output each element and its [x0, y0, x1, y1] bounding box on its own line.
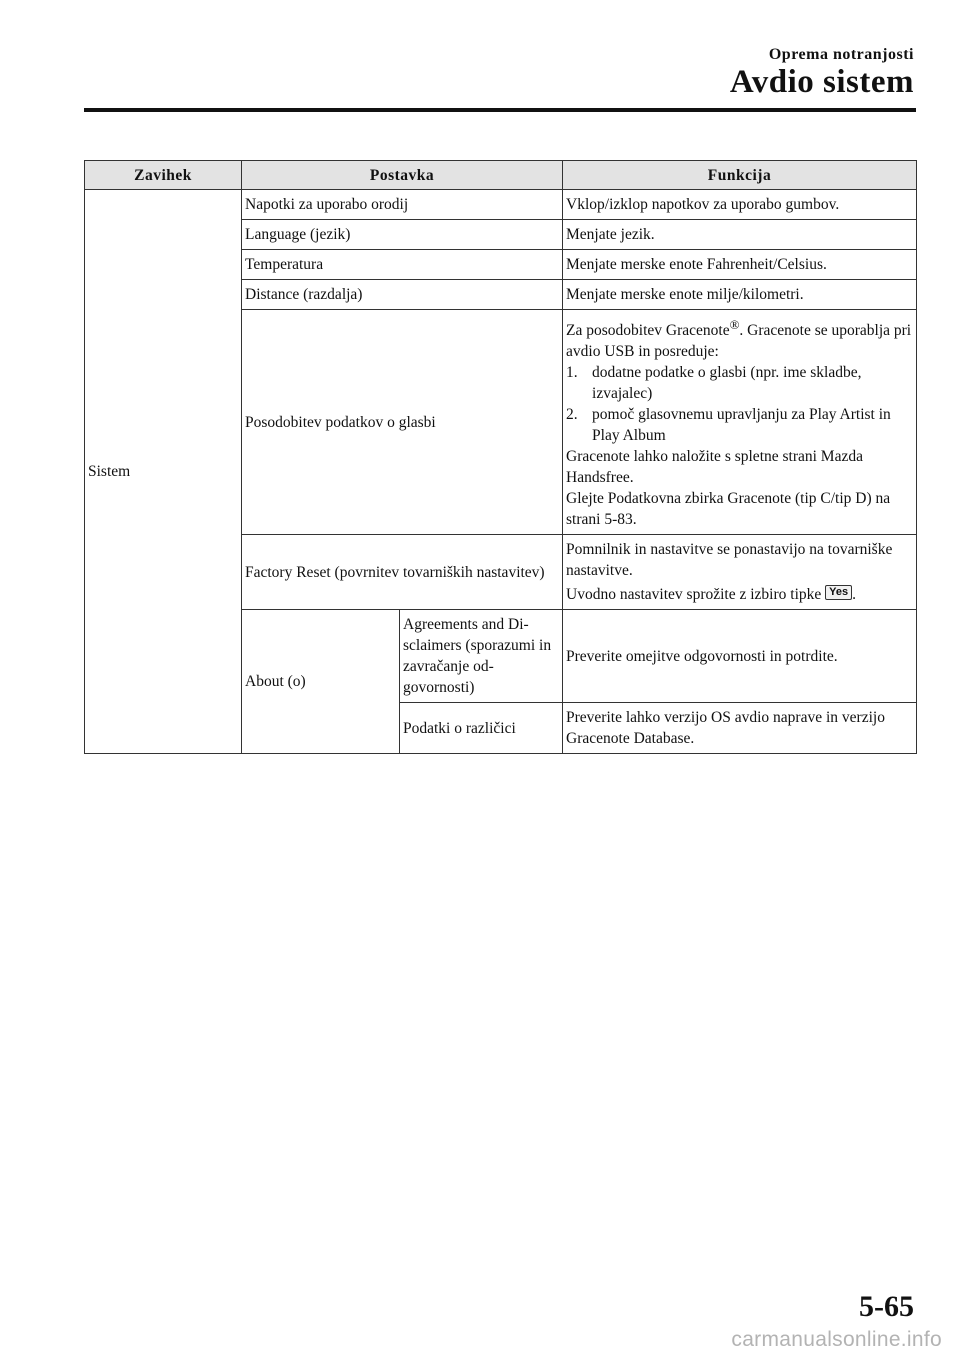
function-cell-gracenote	[563, 310, 917, 535]
table-header-row	[85, 161, 917, 190]
watermark: carmanualsonline.info	[731, 1328, 942, 1351]
setting-cell-about: About (o)	[242, 610, 400, 754]
function-cell: Menjate merske enote milje/kilometri.	[563, 280, 917, 310]
list-number: 2.	[566, 406, 578, 424]
registered-mark: ®	[729, 317, 740, 332]
reset-description: Pomnilnik in nastavitve se ponastavijo na tovarniške nastavitve.	[566, 541, 893, 580]
gracenote-intro-a: Za posodobitev Gracenote	[566, 322, 730, 340]
gracenote-intro-b: . Gracenote se uporablja pri avdio USB in posreduje:	[566, 322, 912, 361]
reset-instruction-end: .	[852, 586, 856, 604]
sub-setting-cell: Agreements and Disclaimers (sporazumi in zavračanje odgovornosti)	[400, 610, 563, 703]
tab-cell-sistem: Sistem	[85, 190, 242, 754]
settings-table	[84, 160, 917, 754]
setting-cell: Napotki za uporabo orodij	[242, 190, 563, 220]
list-number: 1.	[566, 364, 578, 382]
page-number: 5-65	[859, 1290, 914, 1323]
function-cell: Preverite lahko verzijo OS avdio naprave in verzijo Gracenote Database.	[563, 703, 917, 754]
gracenote-intro	[566, 314, 912, 362]
gracenote-note: Gracenote lahko naložite s spletne strani Mazda Handsfree.	[566, 448, 863, 487]
sub-setting-cell: Podatki o različici	[400, 703, 563, 754]
reset-instruction-text: Uvodno nastavitev sprožite z izbiro tipke	[566, 586, 822, 604]
function-cell: Menjate merske enote Fahrenheit/Celsius.	[563, 250, 917, 280]
section-title: Avdio sistem	[729, 64, 914, 100]
setting-cell: Distance (razdalja)	[242, 280, 563, 310]
header-tab: Zavihek	[85, 161, 242, 190]
table-row	[85, 190, 917, 220]
list-text: dodatne podatke o glasbi (npr. ime skladbe, izvajalec)	[592, 364, 862, 403]
setting-cell-music-update: Posodobitev podatkov o glasbi	[242, 310, 563, 535]
header-rule	[84, 108, 916, 112]
function-cell-factory-reset	[563, 535, 917, 610]
header-setting: Postavka	[242, 161, 563, 190]
setting-cell-factory-reset: Factory Reset (povrnitev tovarniških nastavitev)	[242, 535, 563, 610]
list-text: pomoč glasovnemu upravljanju za Play Artist in Play Album	[592, 406, 891, 445]
header-function: Funkcija	[563, 161, 917, 190]
function-cell: Menjate jezik.	[563, 220, 917, 250]
list-item	[566, 404, 912, 446]
gracenote-reference: Glejte Podatkovna zbirka Gracenote (tip C/tip D) na strani 5-83.	[566, 490, 891, 529]
section-subtitle: Oprema notranjosti	[768, 46, 914, 63]
setting-cell: Temperatura	[242, 250, 563, 280]
function-cell: Preverite omejitve odgovornosti in potrdite.	[563, 610, 917, 703]
setting-cell: Language (jezik)	[242, 220, 563, 250]
function-cell: Vklop/izklop napotkov za uporabo gumbov.	[563, 190, 917, 220]
reset-instruction	[566, 584, 912, 605]
yes-key-icon: Yes	[825, 585, 852, 600]
list-item	[566, 362, 912, 404]
